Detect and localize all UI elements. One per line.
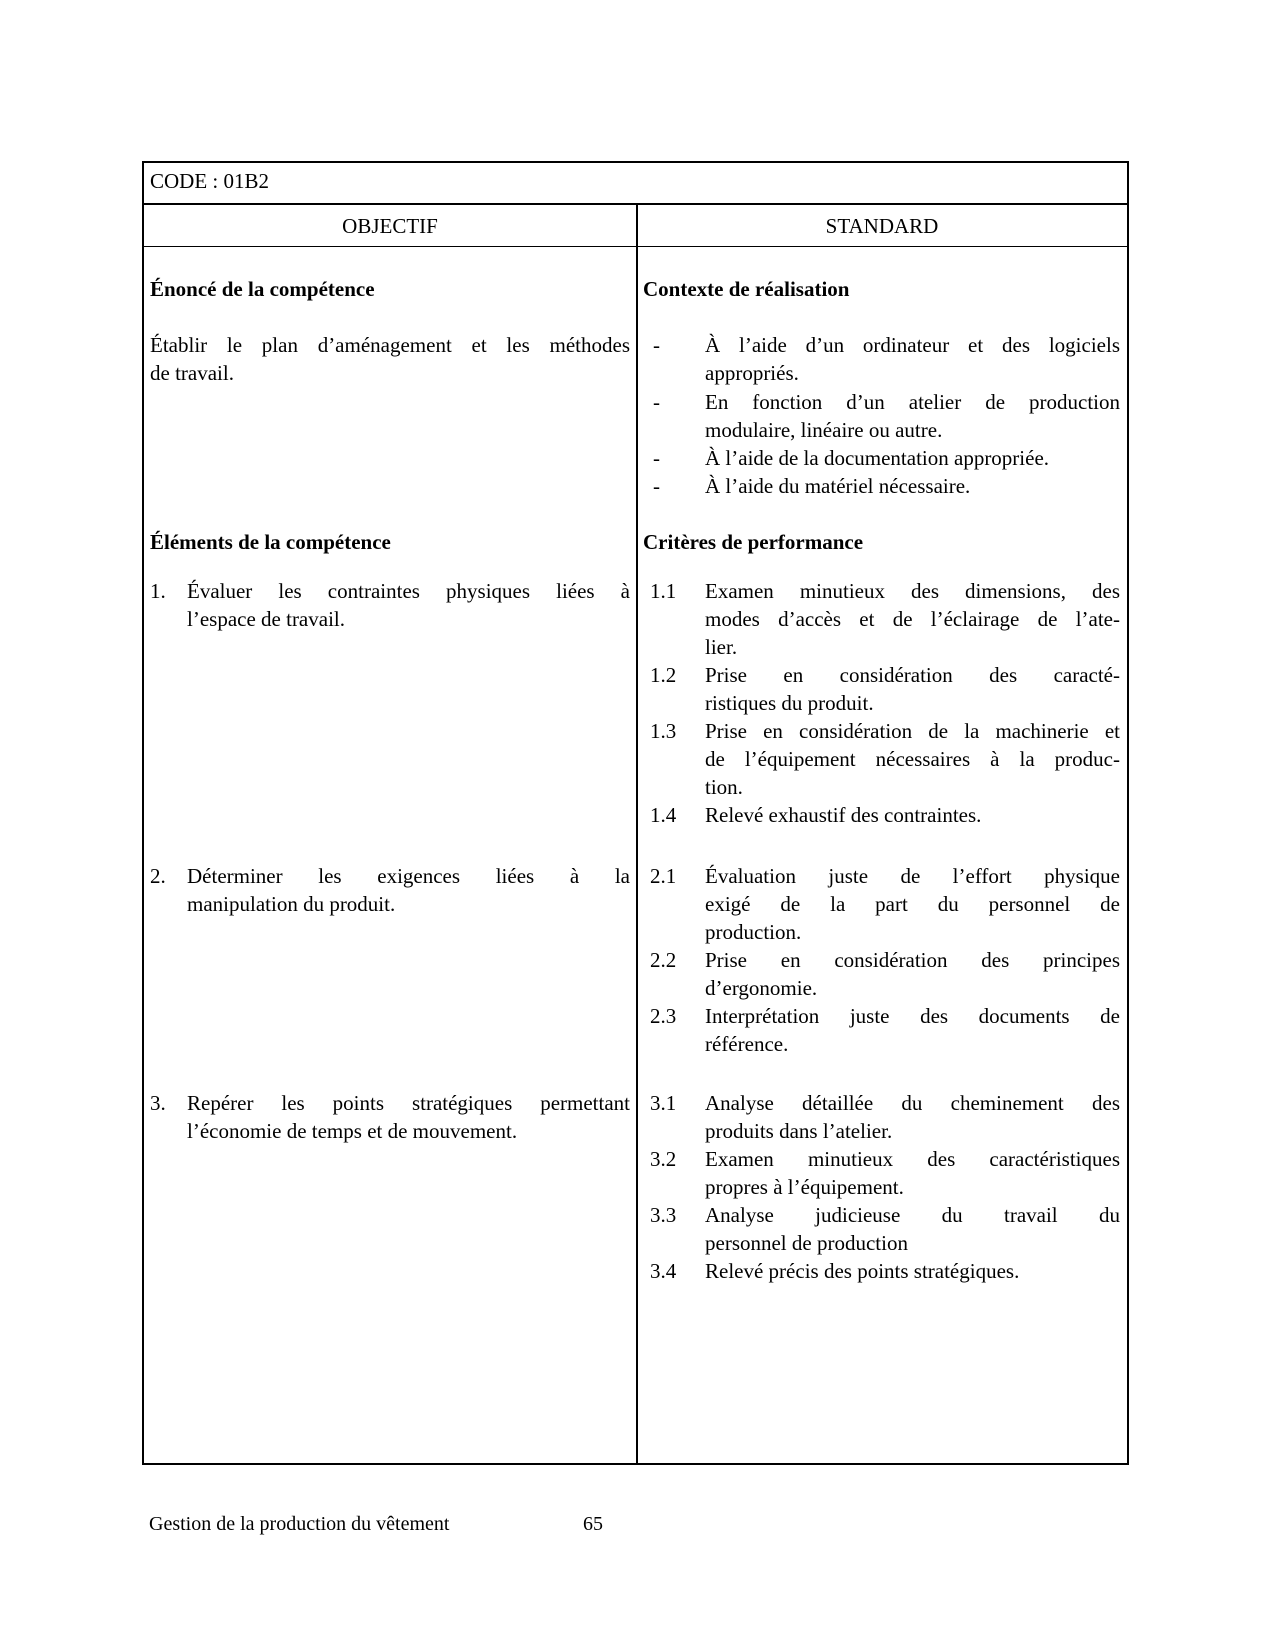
element-2-num: 2.: [150, 864, 166, 888]
critere-num: 3.4: [650, 1259, 677, 1283]
element-2-line-2: manipulation du produit.: [187, 892, 396, 916]
critere-num: 2.2: [650, 948, 677, 972]
code-label: CODE : 01B2: [144, 163, 1127, 205]
critere-num: 3.3: [650, 1203, 677, 1227]
critere-num: 2.1: [650, 864, 677, 888]
criteres-title: Critères de performance: [643, 530, 864, 554]
header-objectif: OBJECTIF: [342, 214, 438, 238]
contexte-2-line-2: modulaire, linéaire ou autre.: [705, 418, 943, 442]
critere-1-3-line: de l’équipement nécessaires à la produc-: [705, 747, 1120, 771]
critere-num: 3.1: [650, 1091, 677, 1115]
contexte-bullet: -: [653, 474, 660, 498]
critere-1-2-line: ristiques du produit.: [705, 691, 874, 715]
critere-num: 2.3: [650, 1004, 677, 1028]
critere-2-1-line: Évaluation juste de l’effort physique: [705, 864, 1120, 888]
critere-3-1-line: produits dans l’atelier.: [705, 1119, 893, 1143]
enonce-line-2: de travail.: [150, 361, 234, 385]
contexte-2-line-1: En fonction d’un atelier de production: [705, 390, 1120, 414]
element-3-line-1: Repérer les points stratégiques permettant: [187, 1091, 630, 1115]
column-divider: [636, 205, 638, 1463]
critere-2-3-line: référence.: [705, 1032, 789, 1056]
enonce-line-1: Établir le plan d’aménagement et les méthodes: [150, 333, 630, 357]
element-1-line-1: Évaluer les contraintes physiques liées à: [187, 579, 630, 603]
enonce-title: Énoncé de la compétence: [150, 277, 375, 301]
critere-1-1-line: modes d’accès et de l’éclairage de l’ate-: [705, 607, 1120, 631]
elements-title: Éléments de la compétence: [150, 530, 391, 554]
contexte-bullet: -: [653, 333, 660, 357]
critere-num: 1.3: [650, 719, 677, 743]
critere-num: 1.2: [650, 663, 677, 687]
critere-1-3-line: Prise en considération de la machinerie et: [705, 719, 1120, 743]
footer-title: Gestion de la production du vêtement: [149, 1513, 450, 1535]
critere-num: 1.1: [650, 579, 677, 603]
critere-3-1-line: Analyse détaillée du cheminement des: [705, 1091, 1120, 1115]
contexte-3-line-1: À l’aide de la documentation appropriée.: [705, 446, 1050, 470]
critere-num: 1.4: [650, 803, 677, 827]
contexte-title: Contexte de réalisation: [643, 277, 850, 301]
critere-3-2-line: propres à l’équipement.: [705, 1175, 904, 1199]
page-number: 65: [583, 1513, 603, 1535]
critere-2-3-line: Interprétation juste des documents de: [705, 1004, 1120, 1028]
critere-1-1-line: lier.: [705, 635, 738, 659]
critere-1-4-line: Relevé exhaustif des contraintes.: [705, 803, 982, 827]
element-2-line-1: Déterminer les exigences liées à la: [187, 864, 630, 888]
element-3-line-2: l’économie de temps et de mouvement.: [187, 1119, 518, 1143]
critere-1-1-line: Examen minutieux des dimensions, des: [705, 579, 1120, 603]
contexte-1-line-1: À l’aide d’un ordinateur et des logiciels: [705, 333, 1120, 357]
element-1-num: 1.: [150, 579, 166, 603]
competency-table: [142, 161, 1129, 1465]
element-1-line-2: l’espace de travail.: [187, 607, 345, 631]
element-3-num: 3.: [150, 1091, 166, 1115]
critere-1-3-line: tion.: [705, 775, 743, 799]
critere-2-2-line: Prise en considération des principes: [705, 948, 1120, 972]
critere-3-3-line: Analyse judicieuse du travail du: [705, 1203, 1120, 1227]
contexte-1-line-2: appropriés.: [705, 361, 799, 385]
critere-2-1-line: production.: [705, 920, 802, 944]
contexte-bullet: -: [653, 446, 660, 470]
contexte-4-line-1: À l’aide du matériel nécessaire.: [705, 474, 971, 498]
critere-2-1-line: exigé de la part du personnel de: [705, 892, 1120, 916]
critere-2-2-line: d’ergonomie.: [705, 976, 818, 1000]
critere-3-2-line: Examen minutieux des caractéristiques: [705, 1147, 1120, 1171]
critere-3-3-line: personnel de production: [705, 1231, 908, 1255]
contexte-bullet: -: [653, 390, 660, 414]
critere-num: 3.2: [650, 1147, 677, 1171]
critere-1-2-line: Prise en considération des caracté-: [705, 663, 1120, 687]
header-standard: STANDARD: [825, 214, 939, 238]
critere-3-4-line: Relevé précis des points stratégiques.: [705, 1259, 1020, 1283]
